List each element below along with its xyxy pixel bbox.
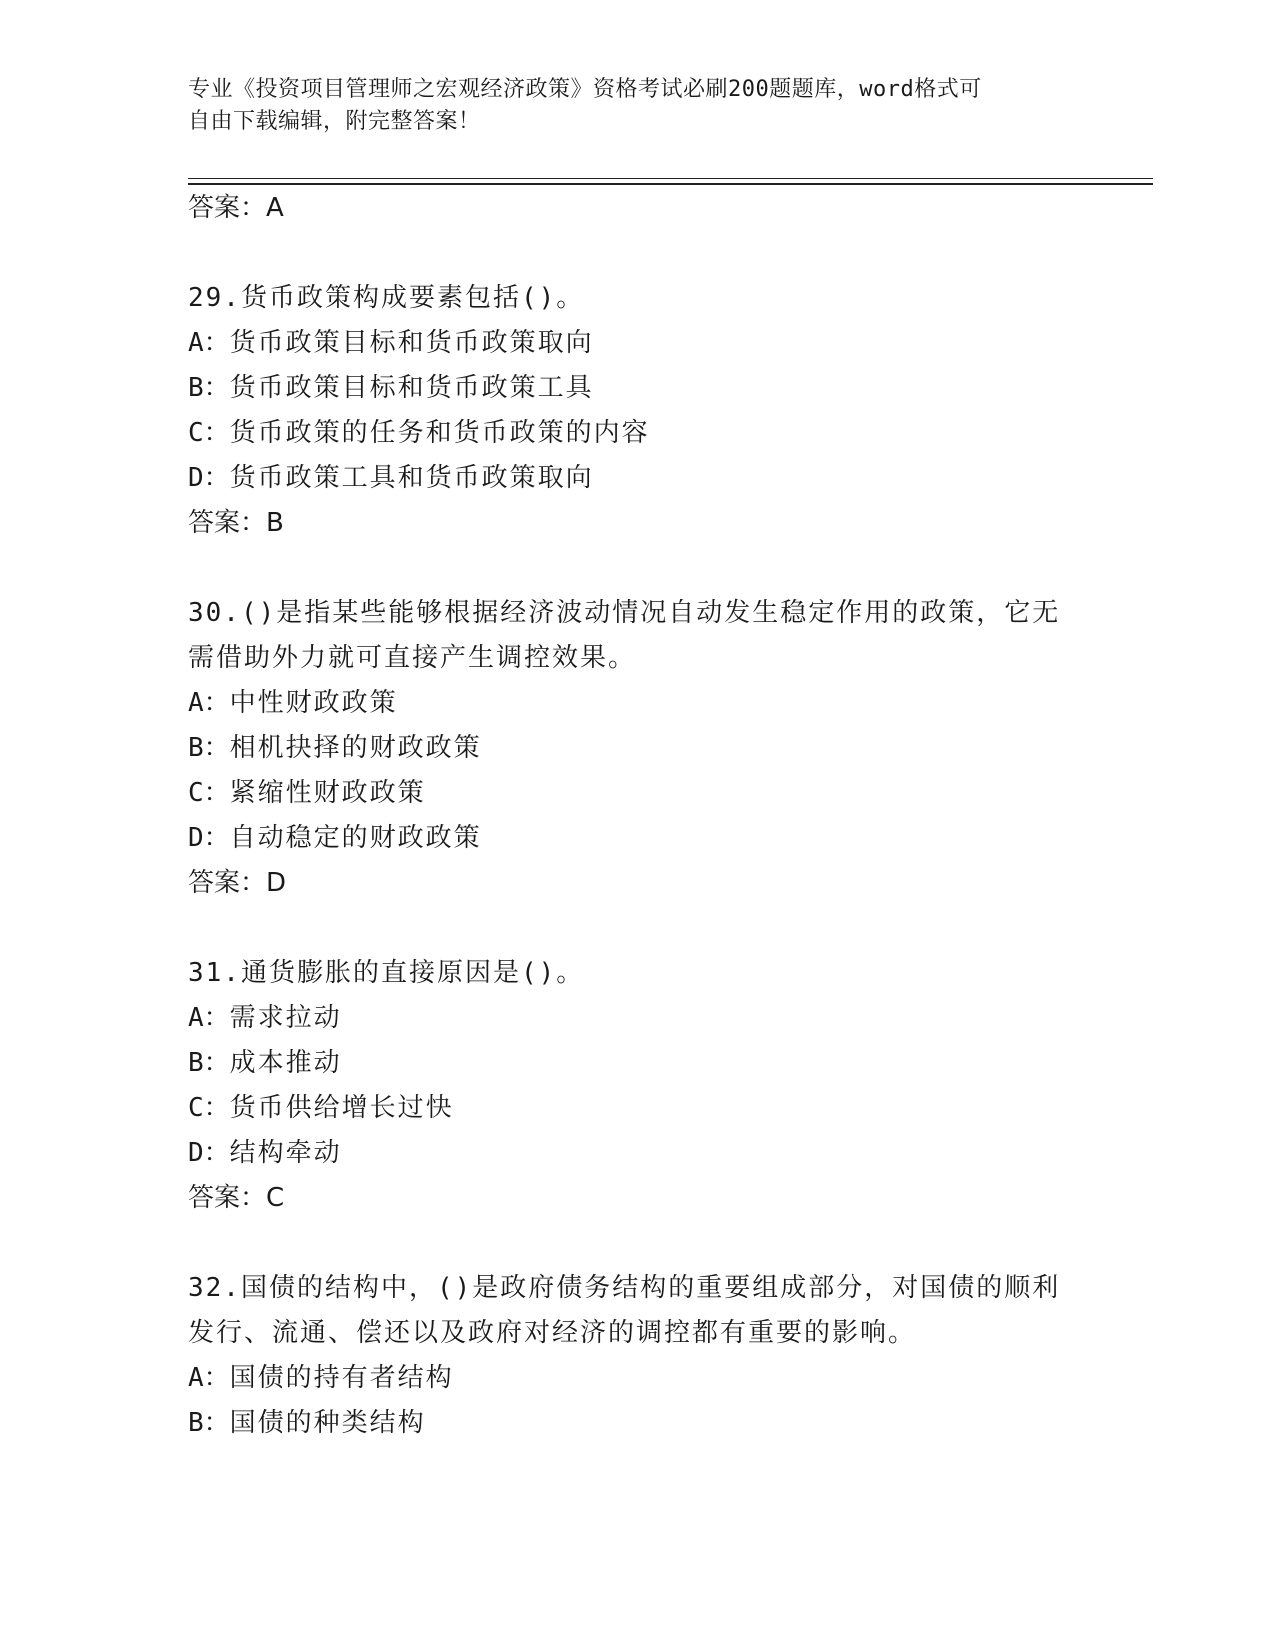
option-letter: A： <box>188 328 230 358</box>
answer: 答案：B <box>188 508 284 538</box>
option-text: 相机抉择的财政政策 <box>229 733 482 763</box>
header-line-1: 专业《投资项目管理师之宏观经济政策》资格考试必刷200题题库，word格式可 <box>188 77 982 102</box>
option-c <box>188 1086 1088 1131</box>
document-header <box>188 74 1068 138</box>
option-letter: D： <box>188 463 230 493</box>
option-text: 国债的持有者结构 <box>229 1363 454 1393</box>
question-text: 29.货币政策构成要素包括()。 <box>188 283 585 313</box>
question-content <box>188 186 1088 1446</box>
option-text: 货币政策目标和货币政策取向 <box>229 328 594 358</box>
option-b <box>188 1041 1088 1086</box>
option-b <box>188 366 1088 411</box>
option-letter: A： <box>188 1003 230 1033</box>
option-text: 货币政策工具和货币政策取向 <box>229 463 594 493</box>
question-29 <box>188 276 1088 545</box>
question-text-line-2: 需借助外力就可直接产生调控效果。 <box>188 643 637 673</box>
option-letter: B： <box>188 373 230 403</box>
spacer <box>188 545 1088 591</box>
option-letter: D： <box>188 1138 230 1168</box>
option-d <box>188 456 1088 501</box>
option-text: 自动稳定的财政政策 <box>229 823 482 853</box>
spacer <box>188 905 1088 951</box>
option-text: 中性财政政策 <box>229 688 398 718</box>
question-text-line-1: 30.()是指某些能够根据经济波动情况自动发生稳定作用的政策，它无 <box>188 598 1061 628</box>
option-text: 紧缩性财政政策 <box>229 778 426 808</box>
option-c <box>188 771 1088 816</box>
previous-answer: 答案：A <box>188 193 284 223</box>
option-d <box>188 816 1088 861</box>
header-divider-thick <box>188 183 1153 185</box>
option-letter: B： <box>188 1408 230 1438</box>
option-text: 国债的种类结构 <box>229 1408 426 1438</box>
option-letter: D： <box>188 823 230 853</box>
option-letter: C： <box>188 778 230 808</box>
question-31 <box>188 951 1088 1220</box>
spacer <box>188 1220 1088 1266</box>
answer: 答案：C <box>188 1183 285 1213</box>
question-text-line-2: 发行、流通、偿还以及政府对经济的调控都有重要的影响。 <box>188 1318 917 1348</box>
option-letter: B： <box>188 1048 230 1078</box>
option-a <box>188 321 1088 366</box>
option-letter: A： <box>188 1363 230 1393</box>
spacer <box>188 230 1088 276</box>
option-a <box>188 1356 1088 1401</box>
option-letter: B： <box>188 733 230 763</box>
option-text: 货币供给增长过快 <box>229 1093 454 1123</box>
answer: 答案：D <box>188 868 287 898</box>
option-a <box>188 996 1088 1041</box>
option-b <box>188 1401 1088 1446</box>
option-d <box>188 1131 1088 1176</box>
option-text: 结构牵动 <box>229 1138 342 1168</box>
option-b <box>188 726 1088 771</box>
question-30 <box>188 591 1088 905</box>
header-line-2: 自由下载编辑，附完整答案！ <box>188 109 481 134</box>
question-text-line-1: 32.国债的结构中，()是政府债务结构的重要组成部分，对国债的顺利 <box>188 1273 1061 1303</box>
question-32 <box>188 1266 1088 1446</box>
option-letter: C： <box>188 1093 230 1123</box>
header-divider-thin <box>188 178 1153 179</box>
option-text: 需求拉动 <box>229 1003 342 1033</box>
option-text: 货币政策的任务和货币政策的内容 <box>229 418 650 448</box>
question-text: 31.通货膨胀的直接原因是()。 <box>188 958 585 988</box>
option-text: 成本推动 <box>229 1048 342 1078</box>
option-text: 货币政策目标和货币政策工具 <box>229 373 594 403</box>
option-a <box>188 681 1088 726</box>
option-c <box>188 411 1088 456</box>
option-letter: A： <box>188 688 230 718</box>
option-letter: C： <box>188 418 230 448</box>
